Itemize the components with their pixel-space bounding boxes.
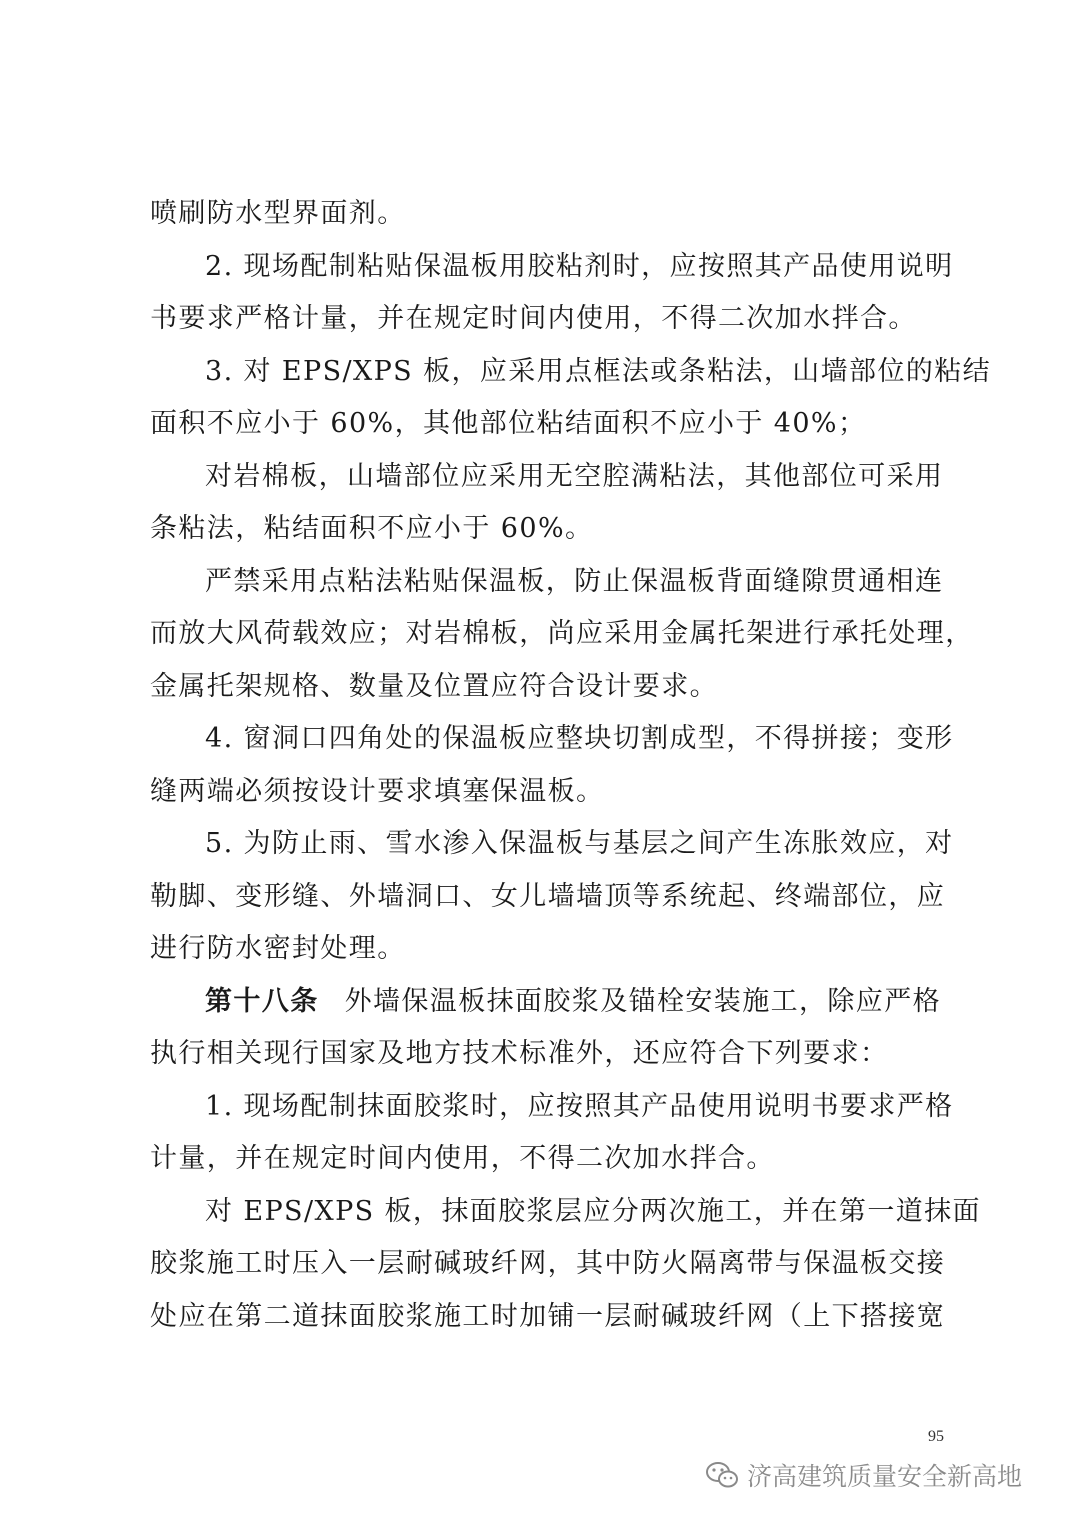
watermark-text: 济高建筑质量安全新高地 <box>747 1462 1023 1491</box>
text-line-4: 3. 对 EPS/XPS 板，应采用点框法或条粘法，山墙部位的粘结 <box>205 356 992 387</box>
text-line-5: 面积不应小于 60%，其他部位粘结面积不应小于 40%； <box>150 408 867 439</box>
text-line-1: 喷刷防水型界面剂。 <box>150 198 406 229</box>
page-number: 95 <box>928 1428 944 1445</box>
text-line-6: 对岩棉板，山墙部位应采用无空腔满粘法，其他部位可采用 <box>205 461 944 492</box>
text-line-21: 胶浆施工时压入一层耐碱玻纤网，其中防火隔离带与保温板交接 <box>150 1248 946 1279</box>
article-label: 第十八条 <box>205 986 319 1017</box>
text-line-11: 4. 窗洞口四角处的保温板应整块切割成型，不得拼接；变形 <box>205 723 954 754</box>
text-line-20: 对 EPS/XPS 板，抹面胶浆层应分两次施工，并在第一道抹面 <box>205 1196 981 1227</box>
text-line-14: 勒脚、变形缝、外墙洞口、女儿墙墙顶等系统起、终端部位，应 <box>150 881 946 912</box>
text-line-10: 金属托架规格、数量及位置应符合设计要求。 <box>150 671 718 702</box>
text-line-8: 严禁采用点粘法粘贴保温板，防止保温板背面缝隙贯通相连 <box>205 566 944 597</box>
text-line-13: 5. 为防止雨、雪水渗入保温板与基层之间产生冻胀效应，对 <box>205 828 954 859</box>
watermark <box>705 1457 1022 1493</box>
article-text: 外墙保温板抹面胶浆及锚栓安装施工，除应严格 <box>344 986 942 1017</box>
text-line-2: 2. 现场配制粘贴保温板用胶粘剂时，应按照其产品使用说明 <box>205 251 954 282</box>
text-line-17: 执行相关现行国家及地方技术标准外，还应符合下列要求： <box>150 1038 889 1069</box>
text-line-7: 条粘法，粘结面积不应小于 60%。 <box>150 513 594 544</box>
text-line-18: 1. 现场配制抹面胶浆时，应按照其产品使用说明书要求严格 <box>205 1091 954 1122</box>
text-line-3: 书要求严格计量，并在规定时间内使用，不得二次加水拌合。 <box>150 303 917 334</box>
text-line-12: 缝两端必须按设计要求填塞保温板。 <box>150 776 605 807</box>
text-line-16 <box>205 985 941 1019</box>
text-line-22: 处应在第二道抹面胶浆施工时加铺一层耐碱玻纤网（上下搭接宽 <box>150 1301 946 1332</box>
text-line-15: 进行防水密封处理。 <box>150 933 406 964</box>
text-line-19: 计量，并在规定时间内使用，不得二次加水拌合。 <box>150 1143 775 1174</box>
text-line-9: 而放大风荷载效应；对岩棉板，尚应采用金属托架进行承托处理， <box>150 618 974 649</box>
wechat-icon <box>705 1460 739 1490</box>
